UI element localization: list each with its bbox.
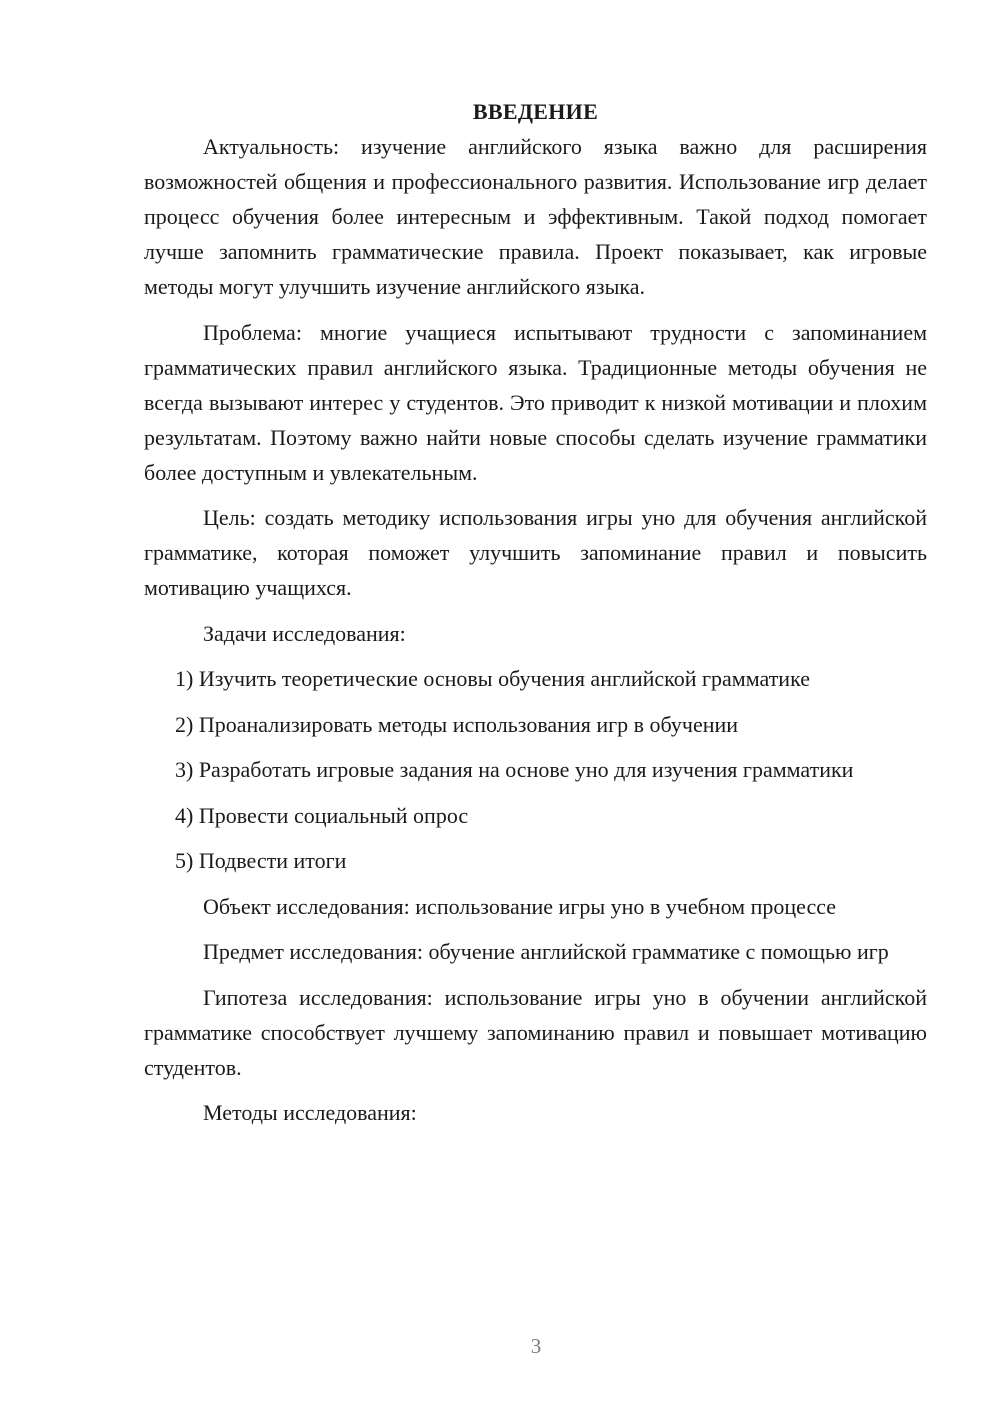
list-item-task-4: 4) Провести социальный опрос (175, 802, 469, 828)
page-number: 3 (530, 1334, 542, 1358)
methods-heading: Методы исследования: (203, 1100, 417, 1125)
list-item-task-5: 5) Подвести итоги (175, 848, 347, 873)
list-item-task-1: 1) Изучить теоретические основы обучения английской грамматике (175, 666, 810, 691)
page-content (144, 94, 927, 1141)
paragraph-subject: Предмет исследования: обучение английской грамматике с помощью игр (203, 939, 889, 964)
paragraph-object: Объект исследования: использование игры уно в учебном процессе (203, 893, 837, 919)
paragraph-problem: Проблема: многие учащиеся испытывают трудности с запоминанием грамматических правил английского языка. Традиционные методы обучения не всегда вызывают интерес у студентов. Это приводит к низкой мотивации и плохим результатам. Поэтому важно найти новые способы сделать изучение грамматики более доступным и увлекательным. (144, 319, 927, 485)
tasks-heading: Задачи исследования: (203, 620, 406, 646)
list-item-task-2: 2) Проанализировать методы использования игр в обучении (175, 711, 739, 737)
paragraph-goal: Цель: создать методику использования игры уно для обучения английской грамматике, которая поможет улучшить запоминание правил и повысить мотивацию учащихся. (144, 505, 927, 600)
page-title: ВВЕДЕНИЕ (472, 99, 599, 124)
paragraph-hypothesis: Гипотеза исследования: использование игры уно в обучении английской грамматике способствует лучшему запоминанию правил и повышает мотивацию студентов. (144, 984, 927, 1080)
list-item-task-3: 3) Разработать игровые задания на основе уно для изучения грамматики (175, 757, 854, 782)
paragraph-relevance: Актуальность: изучение английского языка важно для расширения возможностей общения и профессионального развития. Использование игр делает процесс обучения более интересным и эффективным. Такой подход помогает лучше запомнить грамматические правила. Проект показывает, как игровые методы могут улучшить изучение английского языка. (144, 134, 927, 299)
